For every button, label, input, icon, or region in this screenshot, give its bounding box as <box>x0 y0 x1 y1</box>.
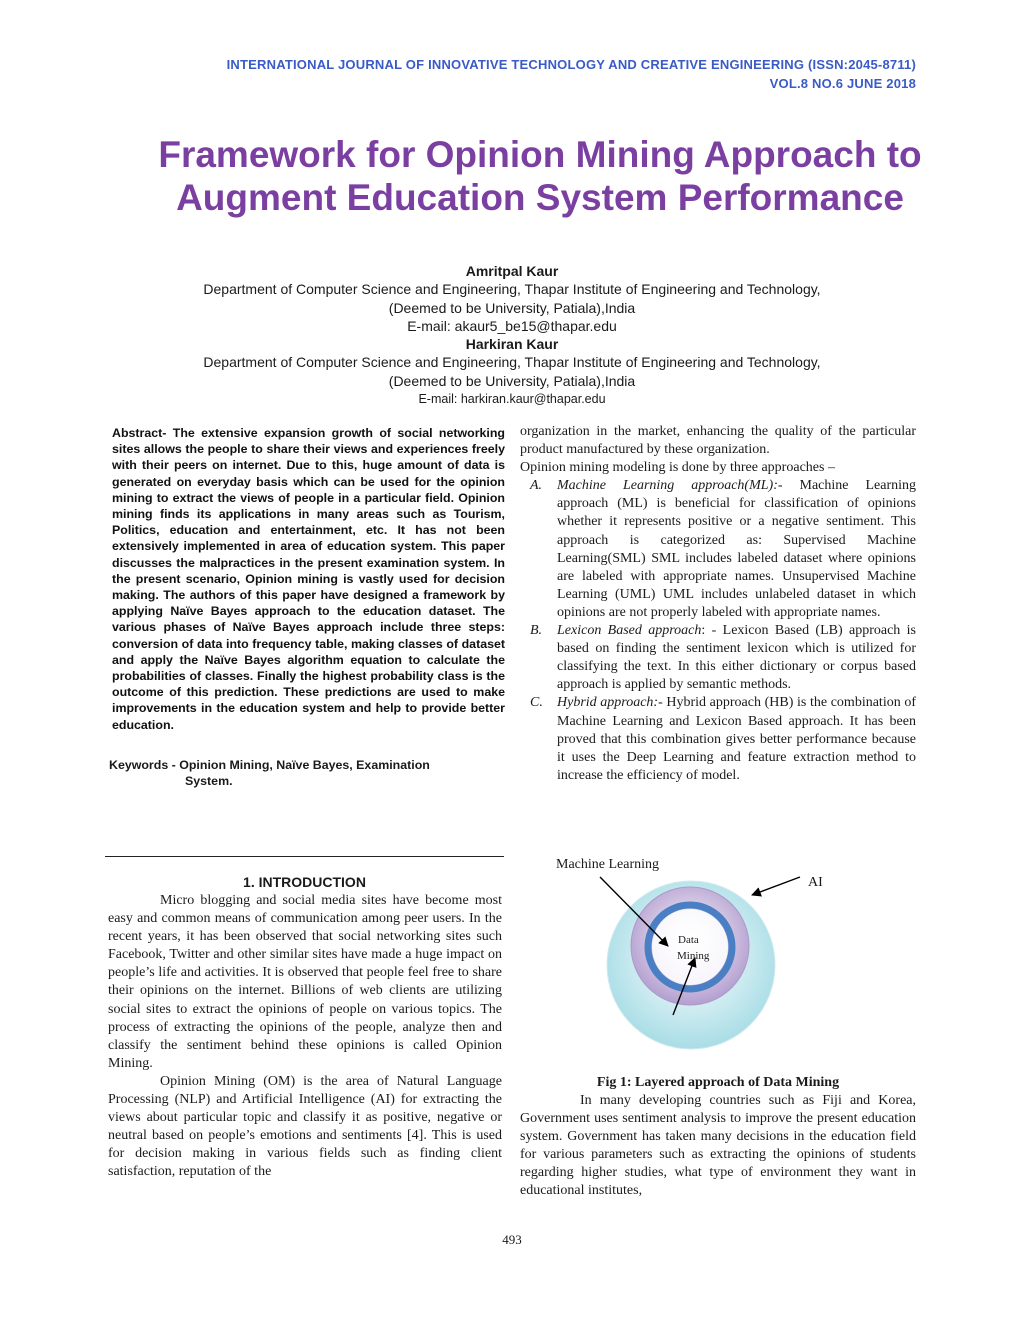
section-heading: 1. INTRODUCTION <box>243 874 366 890</box>
approach-item <box>520 694 916 784</box>
approach-text: Machine Learning approach (ML) is beneficial for classification of opinions whether it represents positive or a negative sentiment. This approach is categorized as: Supervised Machine Learning(SML) SML includes labeled dataset where opinions are labeled with appropriate names. Unsupervised Machine Learning (UML) UML includes unlabeled dataset in which opinions are not properly labeled with appropriate names. <box>557 478 917 620</box>
section-divider <box>105 856 504 857</box>
author-university: (Deemed to be University, Patiala),India <box>388 372 636 389</box>
label-ai: AI <box>808 875 823 890</box>
approach-name: Machine Learning approach(ML):- <box>557 478 783 494</box>
author-department: Department of Computer Science and Engineering, Thapar Institute of Engineering and Technology, <box>203 354 821 371</box>
author-name: Harkiran Kaur <box>465 336 559 353</box>
paragraph: Opinion mining modeling is done by three approaches – <box>520 460 835 476</box>
approach-text: Hybrid approach (HB) is the combination of Machine Learning and Lexicon Based approach. It has been proved that this combination gives better performance because it uses the Deep Learning and feature extraction method to increase the efficiency of model. <box>557 695 916 783</box>
author-department: Department of Computer Science and Engineering, Thapar Institute of Engineering and Technology, <box>203 281 821 298</box>
approach-name: Hybrid approach:- <box>557 695 663 711</box>
list-marker: B. <box>530 623 543 639</box>
paragraph: Micro blogging and social media sites have become most easy and common means of communication among peer users. In the recent years, it has been observed that social networking sites such Facebook, Twitter and other similar sites have made a huge impact on people’s life and activities. It is observed that people feel free to share their opinions on the internet. Billions of web clients are utilizing social sites to extract the opinions of people on various topics. The process of extracting the opinions of the people, analyze then and classify the sentiment behind these opinions is called Opinion Mining. <box>108 893 502 1071</box>
paper-title: Framework for Opinion Mining Approach to Augment Education System Performance <box>158 134 922 218</box>
author-university: (Deemed to be University, Patiala),India <box>388 299 636 316</box>
paragraph: In many developing countries such as Fiji and Korea, Government uses sentiment analysis to improve the present education system. Government has taken many decisions in the education field for various parameters such as extracting the opinions of students regarding higher studies, what type of environment they want in educational institutes, <box>520 1093 916 1199</box>
abstract: Abstract- The extensive expansion growth of social networking sites allows the people to share their views and experiences freely with their peers on internet. Due to this, huge amount of data is generated on everyday basis which can be used for the opinion mining to extract the views of people in a particular field. Opinion mining finds its applications in many areas such as Tourism, Politics, education and entertainment, etc. It has not been extensively implemented in area of education system. This paper discusses the malpractices in the present examination system. In the present scenario, Opinion mining is vastly used for decision making. The authors of this paper have designed a framework by applying Naïve Bayes approach to the education dataset. The various phases of Naïve Bayes approach include three steps: conversion of data into frequency table, making classes of dataset and apply the Naïve Bayes algorithm equation to calculate the probabilities of classes. Finally the highest probability class is the outcome of this prediction. These predictions are used to make improvements in the education system and help to provide better education. <box>112 426 505 732</box>
author-block <box>112 262 912 408</box>
approach-text: : - Lexicon Based (LB) approach is based on finding the sentiment lexicon which is utilized for classifying the text. In this either dictionary or corpus based approach is applied by semantic methods. <box>557 623 916 693</box>
author-email: E-mail: harkiran.kaur@thapar.edu <box>418 392 606 407</box>
approach-item <box>520 622 916 694</box>
left-column <box>109 425 505 789</box>
keywords-line2: System. <box>185 774 233 789</box>
paragraph: Opinion Mining (OM) is the area of Natural Language Processing (NLP) and Artificial Intelligence (AI) for extracting the views about particular topic and classify it as positive, negative or neutral based on people’s emotions and sentiments [4]. This is used for decision making in various fields such as finding client satisfaction, reputation of the <box>108 1073 502 1180</box>
label-data: Data <box>678 934 699 946</box>
keywords-line1: Keywords - Opinion Mining, Naïve Bayes, Examination <box>109 757 430 772</box>
paragraph: organization in the market, enhancing the quality of the particular product manufactured by these organization. <box>520 424 916 458</box>
page-number: 493 <box>502 1232 522 1247</box>
arrow-ai <box>752 877 800 895</box>
approach-item <box>520 477 916 622</box>
journal-header: INTERNATIONAL JOURNAL OF INNOVATIVE TECHNOLOGY AND CREATIVE ENGINEERING (ISSN:2045-8711) <box>226 57 916 72</box>
layered-circles-diagram <box>540 850 920 1078</box>
approach-name: Lexicon Based approach <box>557 623 702 639</box>
introduction-text <box>108 892 502 1182</box>
list-marker: C. <box>530 695 543 711</box>
label-machine-learning: Machine Learning <box>556 857 660 872</box>
list-marker: A. <box>530 478 543 494</box>
author-name: Amritpal Kaur <box>465 263 559 279</box>
keywords <box>109 757 505 789</box>
label-mining: Mining <box>677 950 710 962</box>
figure-caption: Fig 1: Layered approach of Data Mining <box>596 1075 840 1090</box>
author-email: E-mail: akaur5_be15@thapar.edu <box>407 317 617 334</box>
right-column <box>520 423 916 785</box>
figure-layered-data-mining <box>540 850 920 1078</box>
journal-issue: VOL.8 NO.6 JUNE 2018 <box>769 76 916 91</box>
